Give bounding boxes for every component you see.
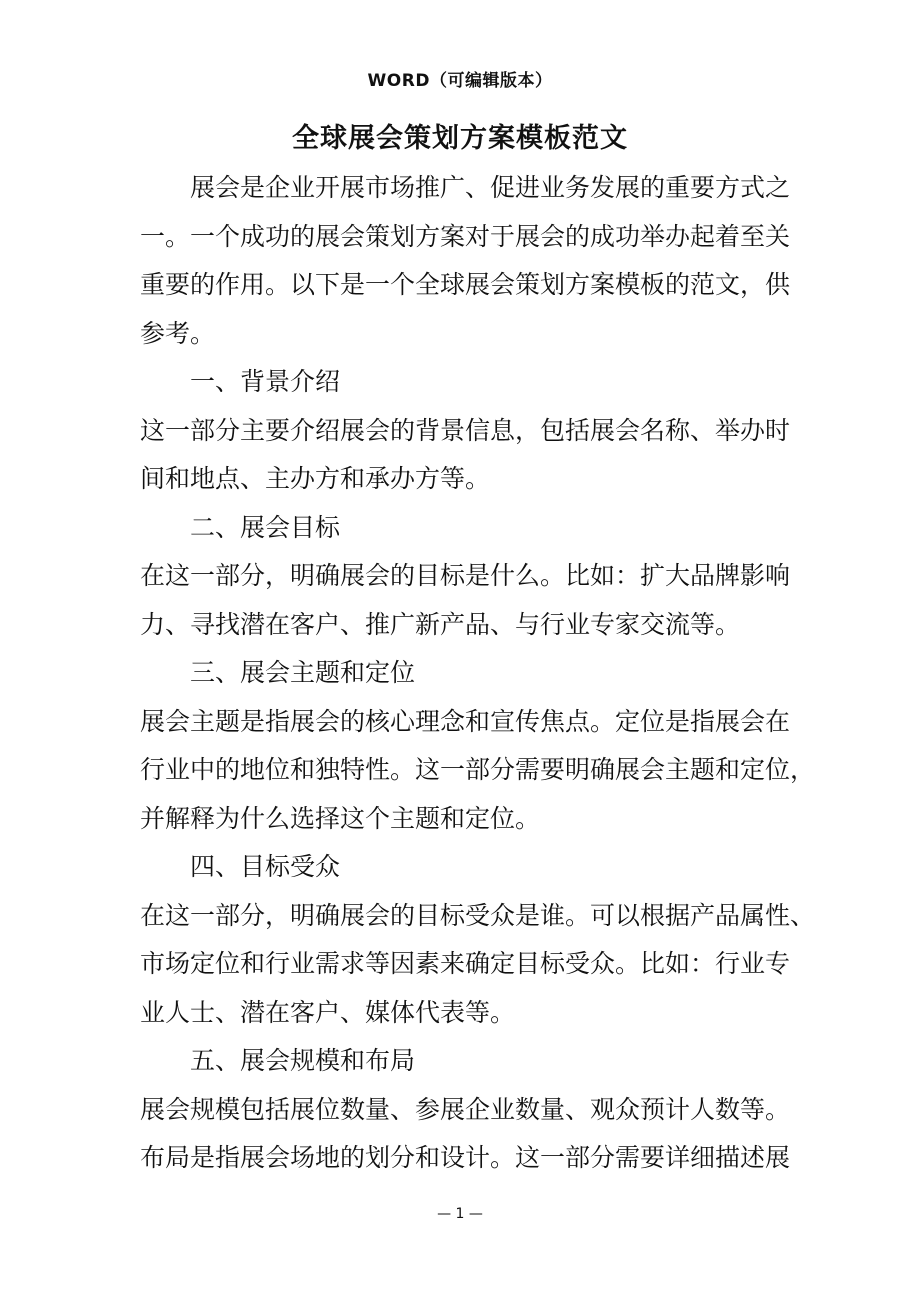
paragraph-line: 间和地点、主办方和承办方等。 [140,464,491,493]
paragraph-line: 市场定位和行业需求等因素来确定目标受众。比如：行业专 [140,949,791,978]
paragraph-line: 并解释为什么选择这个主题和定位。 [140,803,541,833]
paragraph-line: 重要的作用。以下是一个全球展会策划方案模板的范文，供 [140,270,791,299]
paragraph-line-indented: 五、展会规模和布局 [190,1046,416,1075]
paragraph-line: 展会主题是指展会的核心理念和宣传焦点。定位是指展会在 [140,706,791,736]
document-body [140,164,816,1183]
paragraph-line: 布局是指展会场地的划分和设计。这一部分需要详细描述展 [140,1143,791,1172]
paragraph-line: 一。一个成功的展会策划方案对于展会的成功举办起着至关 [140,221,791,251]
paragraph-line: 行业中的地位和独特性。这一部分需要明确展会主题和定位， [140,755,816,784]
paragraph-line: 参考。 [140,318,216,348]
paragraph-line: 展会规模包括展位数量、参展企业数量、观众预计人数等。 [140,1094,791,1124]
paragraph-line-indented: 展会是企业开展市场推广、促进业务发展的重要方式之 [190,173,791,202]
paragraph-line: 在这一部分，明确展会的目标受众是谁。可以根据产品属性、 [140,900,816,930]
document-title: 全球展会策划方案模板范文 [292,123,628,154]
paragraph-line: 在这一部分，明确展会的目标是什么。比如：扩大品牌影响 [140,561,791,590]
paragraph-line: 力、寻找潜在客户、推广新产品、与行业专家交流等。 [140,609,741,639]
page-header: WORD（可编辑版本） [367,71,553,91]
page-number: — 1 — [437,1206,483,1222]
paragraph-line: 这一部分主要介绍展会的背景信息，包括展会名称、举办时 [140,415,791,445]
paragraph-line-indented: 一、背景介绍 [190,367,341,396]
paragraph-line: 业人士、潜在客户、媒体代表等。 [140,997,516,1027]
paragraph-line-indented: 二、展会目标 [190,512,341,542]
paragraph-line-indented: 三、展会主题和定位 [190,658,416,687]
paragraph-line-indented: 四、目标受众 [190,852,341,881]
